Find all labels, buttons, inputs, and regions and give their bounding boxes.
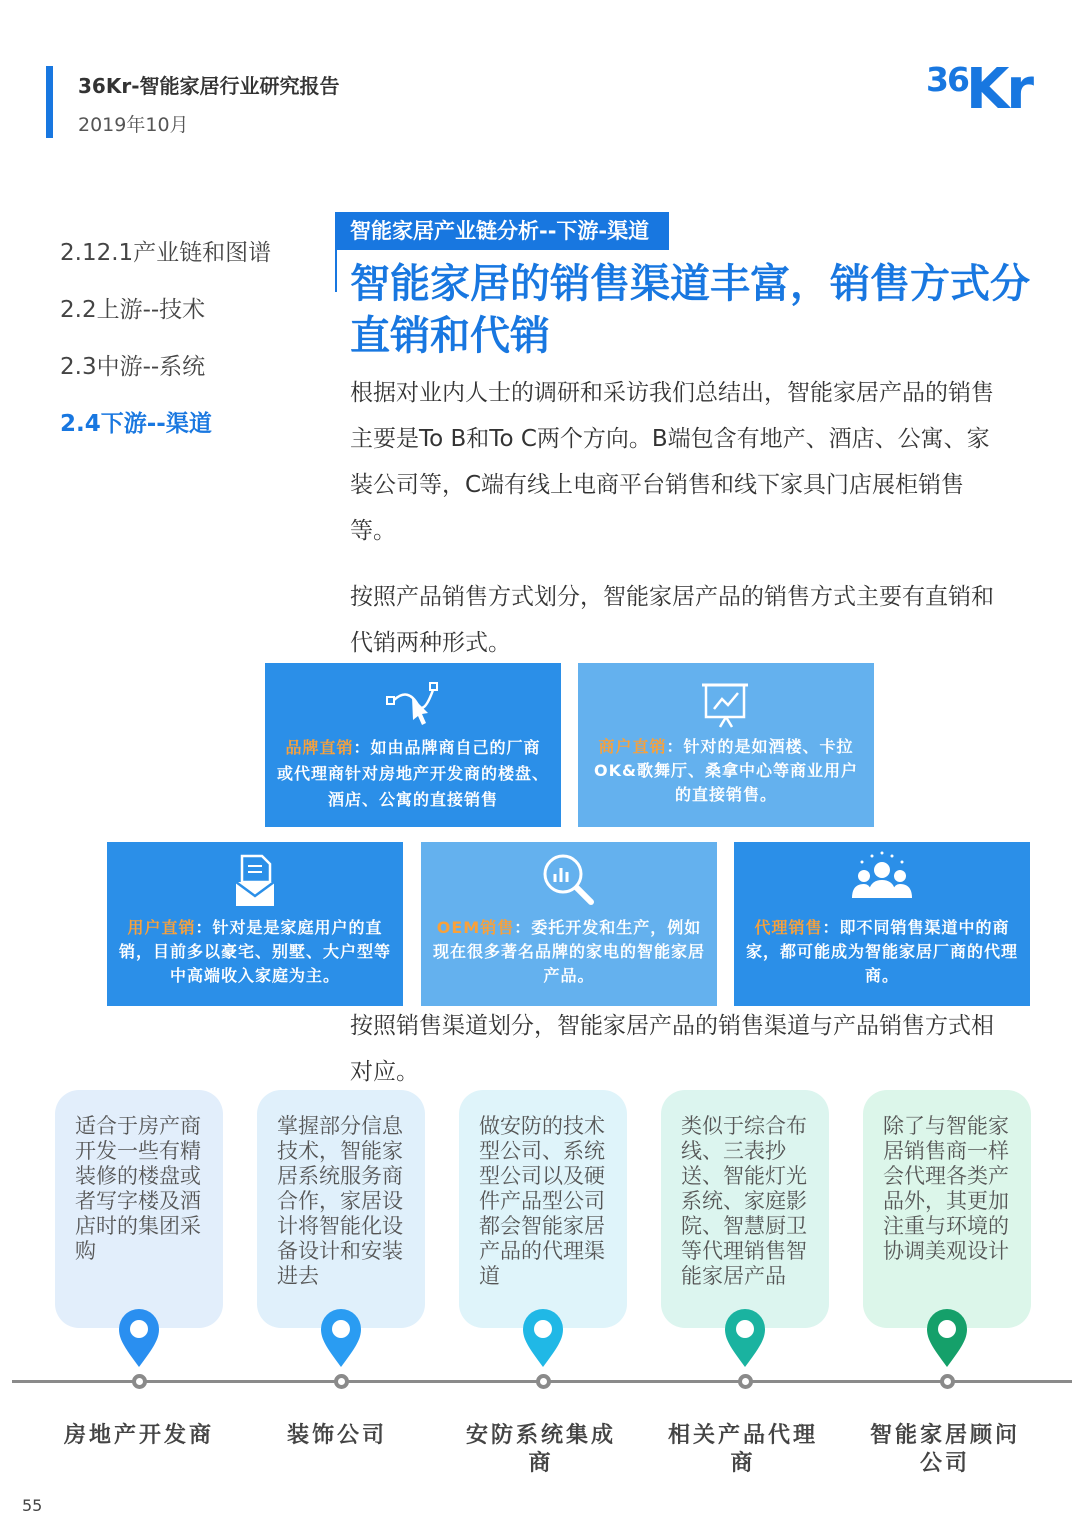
channel-name: 智能家居顾问公司 [869,1423,1020,1476]
section-nav [60,236,330,464]
sales-method-box-merchant [578,663,874,827]
timeline-dot [334,1374,349,1389]
location-pin-icon [520,1307,566,1369]
nav-item-downstream[interactable]: 2.4下游--渠道 [60,411,212,437]
method-sep: ： [353,738,371,757]
page-headline: 智能家居的销售渠道丰富，销售方式分直销和代销 [350,261,1030,359]
method-sep: ： [666,737,684,756]
method-label: 商户直销 [598,737,667,756]
page-number: 55 [22,1496,43,1515]
method-sep: ： [195,918,213,937]
header-accent-bar [46,66,53,138]
channel-name: 安防系统集成商 [465,1423,616,1476]
channel-name: 房地产开发商 [63,1423,214,1448]
method-sep: ： [514,918,532,937]
sales-method-box-agent [734,842,1030,1006]
channel-card-security: 做安防的技术型公司、系统型公司以及硬件产品型公司都会智能家居产品的代理渠道 [459,1090,627,1328]
timeline-dot [132,1374,147,1389]
nav-item-chain-map[interactable]: 2.12.1产业链和图谱 [60,240,272,266]
analytics-magnifier-icon [537,850,601,908]
sales-method-paragraph: 按照产品销售方式划分，智能家居产品的销售方式主要有直销和代销两种形式。 [350,584,994,656]
location-pin-icon [318,1307,364,1369]
sales-method-box-user [107,842,403,1006]
sales-method-box-oem [421,842,717,1006]
report-date: 2019年10月 [78,114,189,136]
mail-doc-icon [230,852,280,910]
location-pin-icon [116,1307,162,1369]
method-text: 即不同销售渠道中的商家，都可能成为智能家居厂商的代理商。 [746,918,1019,985]
logo-number: 36 [926,60,968,99]
channel-name: 相关产品代理商 [667,1423,818,1476]
timeline-dot [536,1374,551,1389]
method-text: 如由品牌商自己的厂商或代理商针对房地产开发商的楼盘、酒店、公寓的直接销售 [277,738,550,809]
method-text: 委托开发和生产，例如现在很多著名品牌的家电的智能家居产品。 [433,918,706,985]
report-title: 36Kr-智能家居行业研究报告 [78,74,340,98]
presentation-icon [696,677,756,729]
timeline-dot [940,1374,955,1389]
intro-paragraph: 根据对业内人士的调研和采访我们总结出，智能家居产品的销售主要是To B和To C两个方向。B端包含有地产、酒店、公寓、家装公司等，C端有线上电商平台销售和线下家具门店展柜销售等。 [350,380,994,544]
location-pin-icon [722,1307,768,1369]
method-sep: ： [822,918,840,937]
location-pin-icon [924,1307,970,1369]
method-label: 代理销售 [754,918,823,937]
nav-item-midstream[interactable]: 2.3中游--系统 [60,354,206,380]
method-label: OEM销售 [436,918,515,937]
nav-item-upstream[interactable]: 2.2上游--技术 [60,297,206,323]
bezier-pen-icon [378,677,448,729]
channel-card-product-agent: 类似于综合布线、三表抄送、智能灯光系统、家庭影院、智慧厨卫等代理销售智能家居产品 [661,1090,829,1328]
channel-name: 装饰公司 [286,1423,387,1448]
channel-card-decoration: 掌握部分信息技术，智能家居系统服务商合作，家居设计将智能化设备设计和安装进去 [257,1090,425,1328]
method-label: 品牌直销 [285,738,354,757]
36kr-logo [926,58,1046,128]
method-label: 用户直销 [127,918,196,937]
channel-card-consultant: 除了与智能家居销售商一样会代理各类产品外，其更加注重与环境的协调美观设计 [863,1090,1031,1328]
channel-card-real-estate: 适合于房产商开发一些有精装修的楼盘或者写字楼及酒店时的集团采购 [55,1090,223,1328]
timeline-dot [738,1374,753,1389]
channel-paragraph: 按照销售渠道划分，智能家居产品的销售渠道与产品销售方式相对应。 [350,1013,994,1085]
group-icon [846,850,918,908]
logo-letters: Kr [966,57,1032,122]
method-text: 针对的是如酒楼、卡拉OK&歌舞厅、桑拿中心等商业用户的直接销售。 [594,737,858,804]
method-text: 针对是是家庭用户的直销，目前多以豪宅、别墅、大户型等中高端收入家庭为主。 [119,918,392,985]
section-tag: 智能家居产业链分析--下游-渠道 [337,212,669,250]
sales-method-box-brand [265,663,561,827]
